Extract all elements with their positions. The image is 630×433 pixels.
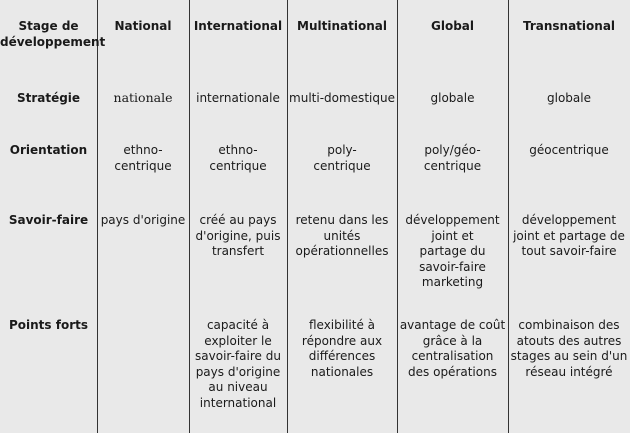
cell-line: centralisation (411, 349, 494, 363)
cell-points-forts-transnational (508, 318, 630, 380)
header-international: International (193, 19, 283, 33)
cell-points-forts-global (397, 318, 508, 380)
cell-line: joint et (431, 228, 474, 243)
cell-line: partage du (419, 244, 486, 258)
cell-orientation-national (97, 143, 189, 174)
header-stage (0, 19, 106, 50)
cell-line: centrique (209, 158, 267, 173)
cell-line: multi-domestique (289, 91, 395, 105)
cell-line: répondre aux (301, 333, 383, 348)
cell-line: poly- (327, 143, 357, 157)
header-stage-line: développement (0, 34, 106, 49)
cell-line: ethno- (218, 143, 258, 157)
cell-strategie-national (97, 90, 189, 106)
cell-savoir-faire-global (397, 213, 508, 291)
cell-line: pays d'origine (100, 213, 186, 227)
cell-line: savoir-faire du (195, 349, 281, 363)
cell-strategie-multinational (287, 91, 397, 107)
cell-line: grâce à la (422, 333, 483, 348)
cell-line: exploiter le (204, 333, 272, 348)
cell-savoir-faire-multinational (287, 213, 397, 260)
cell-line: différences (308, 349, 376, 363)
cell-points-forts-multinational (287, 318, 397, 380)
cell-line: nationale (113, 90, 173, 105)
cell-line: des opérations (408, 364, 497, 379)
cell-line: capacité à (206, 318, 270, 332)
row-label-orientation: Orientation (9, 143, 88, 157)
cell-orientation-global (397, 143, 508, 174)
header-stage-line: Stage de (18, 19, 79, 33)
cell-line: nationales (310, 364, 374, 379)
cell-line: tout savoir-faire (521, 244, 617, 258)
cell-line: pays d'origine (195, 364, 281, 379)
cell-line: créé au pays (199, 213, 277, 227)
cell-line: atouts des autres (516, 333, 622, 348)
cell-line: retenu dans les (295, 213, 389, 227)
header-transnational: Transnational (522, 19, 616, 33)
cell-line: ethno- (123, 143, 163, 157)
cell-line: international (199, 395, 277, 410)
cell-line: au niveau (208, 380, 268, 394)
cell-strategie-international (189, 91, 287, 107)
cell-line: globale (547, 91, 591, 105)
cell-orientation-international (189, 143, 287, 174)
cell-savoir-faire-transnational (508, 213, 630, 260)
cell-line: poly/géo- (424, 143, 481, 157)
cell-line: marketing (421, 275, 484, 289)
cell-line: avantage de coût (399, 318, 506, 332)
cell-line: joint et partage de (513, 228, 625, 243)
cell-line: développement (405, 213, 500, 227)
cell-line: savoir-faire (419, 259, 486, 274)
cell-savoir-faire-national (97, 213, 189, 229)
cell-line: réseau intégré (525, 364, 613, 379)
cell-strategie-global (397, 91, 508, 107)
header-national: National (114, 19, 172, 33)
cell-line: centrique (313, 158, 371, 173)
row-label-points-forts: Points forts (8, 318, 88, 332)
cell-line: centrique (423, 158, 482, 173)
header-global: Global (430, 19, 474, 33)
cell-line: opérationnelles (295, 244, 389, 258)
cell-line: internationale (196, 91, 280, 105)
cell-line: unités (323, 228, 361, 243)
cell-orientation-transnational (508, 143, 630, 159)
cell-points-forts-international (189, 318, 287, 411)
cell-savoir-faire-international (189, 213, 287, 260)
row-label-strategie: Stratégie (16, 91, 81, 105)
cell-line: transfert (211, 244, 265, 258)
cell-strategie-transnational (508, 91, 630, 107)
cell-line: géocentrique (529, 143, 609, 157)
cell-line: centrique (114, 158, 172, 173)
cell-line: combinaison des (518, 318, 620, 332)
cell-line: développement (521, 213, 617, 227)
cell-orientation-multinational (287, 143, 397, 174)
cell-line: d'origine, puis (195, 228, 281, 243)
row-label-savoir-faire: Savoir-faire (8, 213, 89, 227)
cell-line: flexibilité à (308, 318, 376, 332)
header-multinational: Multinational (297, 19, 387, 33)
cell-line: globale (430, 91, 475, 105)
cell-line: stages au sein d'un (510, 349, 628, 363)
